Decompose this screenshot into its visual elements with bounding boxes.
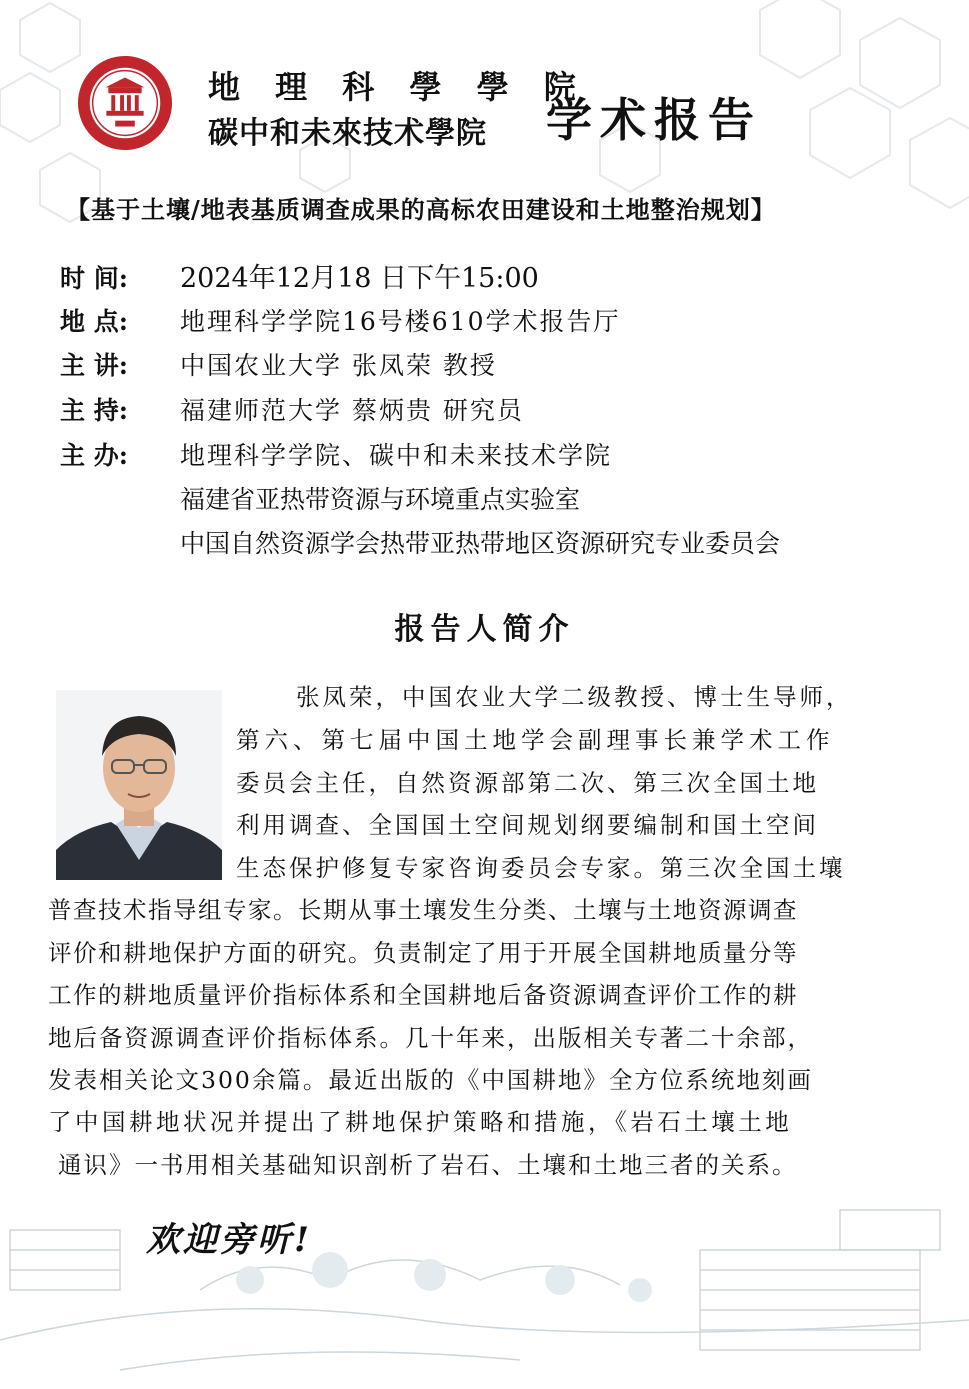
bio-line-3: 委员会主任，自然资源部第二次、第三次全国土地 [236,769,819,797]
bio-line-10: 发表相关论文300余篇。最近出版的《中国耕地》全方位系统地刻画 [48,1066,813,1094]
bio-line-1: 张凤荣，中国农业大学二级教授、博士生导师， [296,683,853,711]
school-name-2: 碳中和未來技术學院 [208,116,487,151]
bio-line-2: 第六、第七届中国土地学会副理事长兼学术工作 [236,726,835,754]
bio-line-8: 工作的耕地质量评价指标体系和全国耕地后备资源调查评价工作的耕 [48,981,798,1009]
university-logo [76,54,174,152]
bio-line-7: 评价和耕地保护方面的研究。负责制定了用于开展全国耕地质量分等 [48,939,798,967]
host-row [60,391,524,427]
bio-section-title: 报告人简介 [394,612,575,647]
speaker-row [60,346,497,382]
time-label: 时 间: [60,264,128,293]
bio-line-9: 地后备资源调查评价指标体系。几十年来，出版相关专著二十余部， [48,1024,813,1052]
welcome-text: 欢迎旁听! [146,1220,312,1260]
organizer-row [60,436,612,472]
bio-line-11: 了中国耕地状况并提出了耕地保护策略和措施，《岩石土壤土地 [48,1108,793,1136]
speaker-photo [56,690,222,880]
bio-line-6: 普查技术指导组专家。长期从事土壤发生分类、土壤与土地资源调查 [48,896,798,924]
school-name-1: 地 理 科 學 學 院 [208,68,588,106]
speaker-label: 主 讲: [60,351,128,380]
place-value: 地理科学学院16号楼610学术报告厅 [180,307,621,336]
bio-line-5: 生态保护修复专家咨询委员会专家。第三次全国土壤 [236,854,846,882]
report-title: 学术报告 [546,93,762,147]
campus-sketch [0,1170,969,1389]
time-value: 2024年12月18 日下午15:00 [180,263,539,294]
place-row [60,302,621,338]
place-label: 地 点: [60,307,128,336]
organizer-label: 主 办: [60,441,128,470]
host-value: 福建师范大学 蔡炳贵 研究员 [180,396,524,425]
report-topic: 【基于土壤/地表基质调查成果的高标农田建设和土地整治规划】 [66,195,776,224]
bio-line-12: 通识》一书用相关基础知识剖析了岩石、土壤和土地三者的关系。 [58,1151,798,1179]
host-label: 主 持: [60,396,128,425]
time-row [60,256,539,295]
organizer-1: 地理科学学院、碳中和未来技术学院 [180,441,613,470]
organizer-2: 福建省亚热带资源与环境重点实验室 [180,485,581,514]
speaker-value: 中国农业大学 张凤荣 教授 [180,351,497,380]
organizer-3: 中国自然资源学会热带亚热带地区资源研究专业委员会 [180,529,781,558]
bio-line-4: 利用调查、全国国土空间规划纲要编制和国土空间 [236,811,819,839]
